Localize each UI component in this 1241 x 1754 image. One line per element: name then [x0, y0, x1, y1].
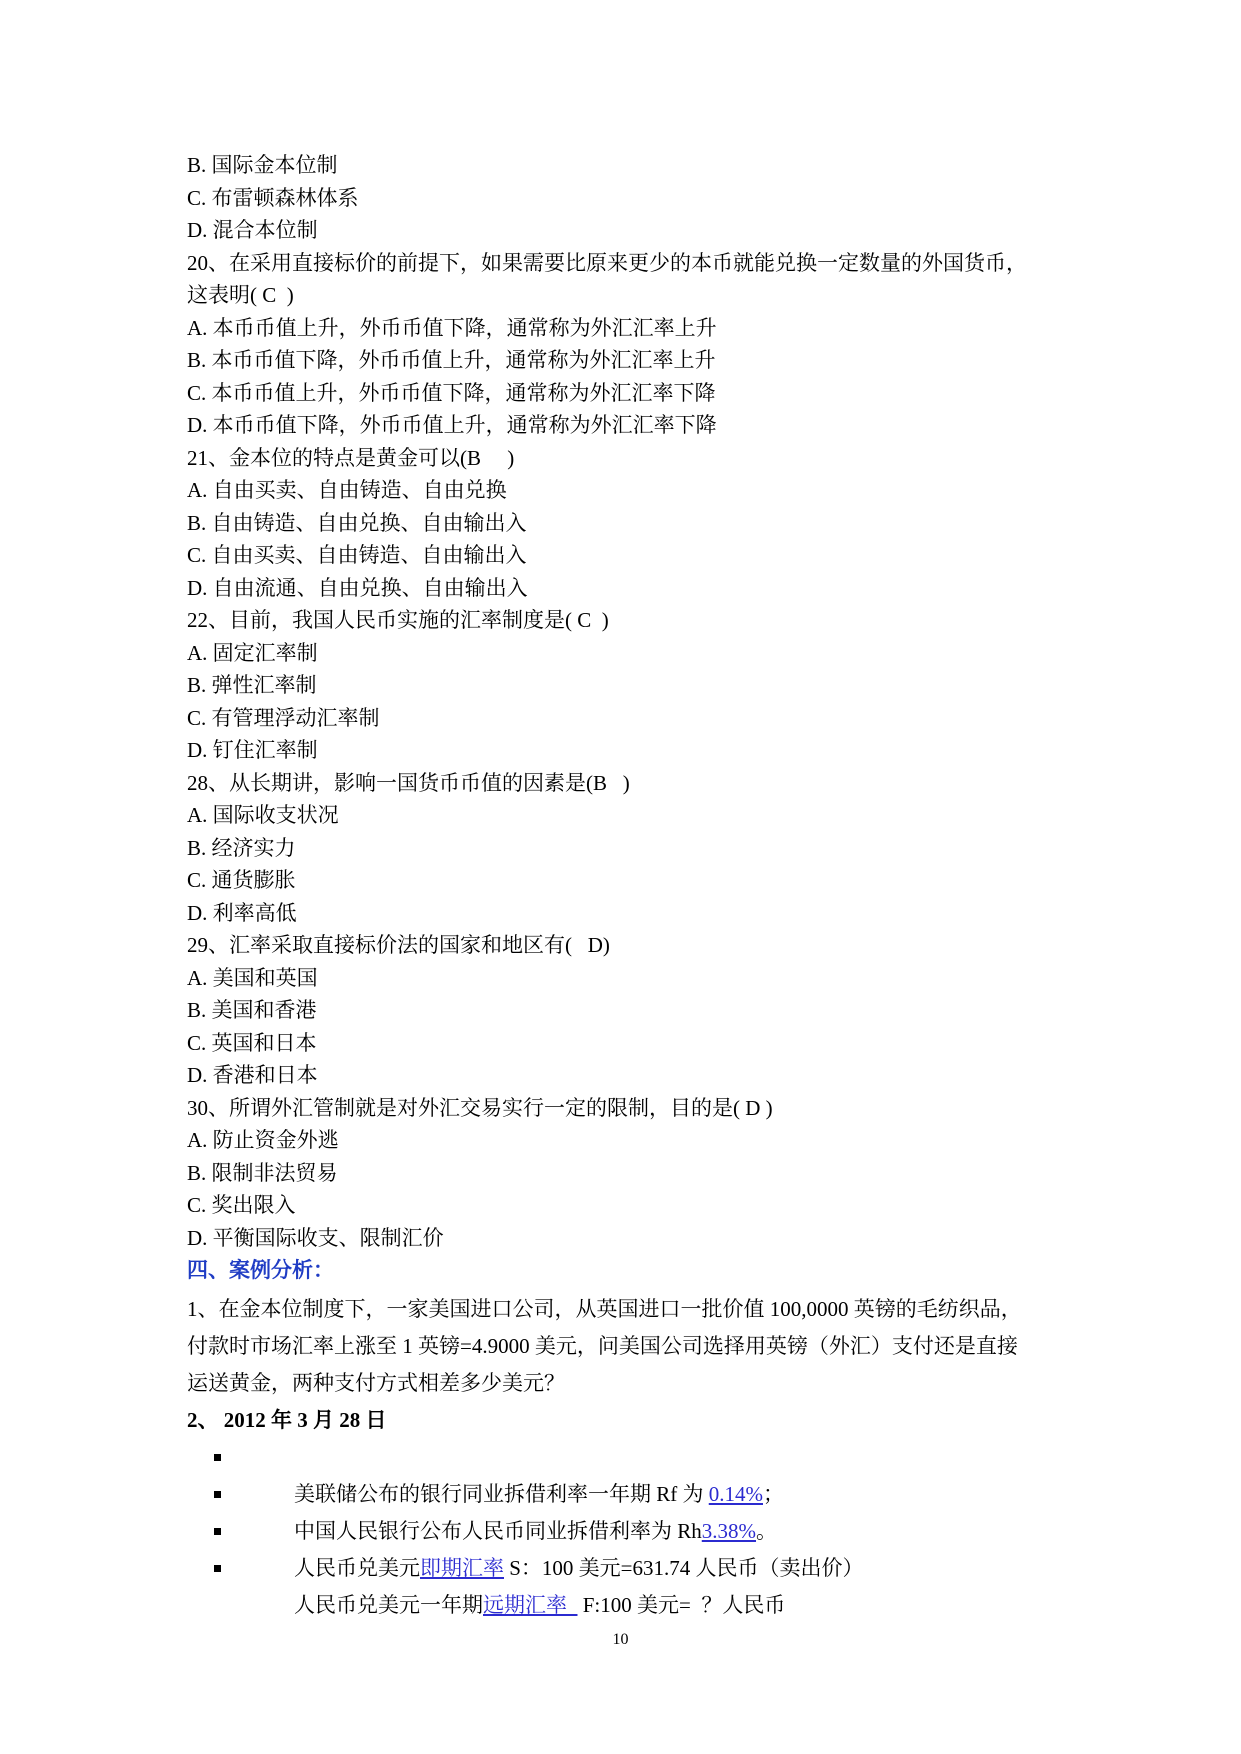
list-item	[187, 1513, 1067, 1580]
question-21	[187, 442, 1067, 605]
bullet-icon	[214, 1565, 221, 1572]
question-29	[187, 929, 1067, 1092]
question-30	[187, 1092, 1067, 1255]
question-stem: 21、金本位的特点是黄金可以(B )	[187, 445, 515, 470]
list-item-text: 美联储公布的银行同业拆借利率一年期 Rf 为	[294, 1481, 709, 1506]
list-item	[187, 1550, 1067, 1617]
case-1-paragraph	[187, 1291, 1067, 1402]
bullet-icon	[214, 1528, 221, 1535]
option-line: B. 自由铸造、自由兑换、自由输出入	[187, 510, 527, 535]
option-line: A. 防止资金外逃	[187, 1128, 339, 1152]
question-stem: 20、在采用直接标价的前提下，如果需要比原来更少的本币就能兑换一定数量的外国货币，	[187, 250, 1027, 275]
option-line: C. 有管理浮动汇率制	[187, 705, 380, 730]
question-stem: 30、所谓外汇管制就是对外汇交易实行一定的限制，目的是( D )	[187, 1095, 773, 1120]
case-2-bullet-list	[187, 1439, 1067, 1617]
option-line: C. 英国和日本	[187, 1030, 317, 1055]
list-item	[187, 1476, 1067, 1543]
option-line: D. 钉住汇率制	[187, 738, 318, 762]
paragraph-line: 运送黄金，两种支付方式相差多少美元？	[187, 1370, 565, 1395]
option-line: D. 本币币值下降，外币币值上升，通常称为外汇汇率下降	[187, 413, 717, 437]
option-line: B. 本币币值下降，外币币值上升，通常称为外汇汇率上升	[187, 348, 716, 372]
section-heading-case-analysis: 四、案例分析：	[187, 1258, 334, 1282]
option-line: A. 美国和英国	[187, 965, 318, 990]
question-stem: 22、目前，我国人民币实施的汇率制度是( C )	[187, 608, 609, 632]
option-line: D. 自由流通、自由兑换、自由输出入	[187, 575, 528, 600]
option-line: C. 自由买卖、自由铸造、自由输出入	[187, 543, 527, 567]
option-line: B. 经济实力	[187, 835, 296, 860]
question-28	[187, 767, 1067, 930]
list-item-text: 。	[756, 1518, 778, 1543]
option-line: B. 国际金本位制	[187, 153, 338, 177]
list-item-text: ；	[763, 1481, 784, 1506]
option-line: A. 本币币值上升，外币币值下降，通常称为外汇汇率上升	[187, 315, 717, 340]
case-2-title: 2、 2012 年 3 月 28 日	[187, 1407, 387, 1432]
question-stem: 28、从长期讲，影响一国货币币值的因素是(B )	[187, 770, 630, 795]
paragraph-line: 付款时市场汇率上涨至 1 英镑=4.9000 美元，问美国公司选择用英镑（外汇）支付还是直接	[187, 1333, 1018, 1358]
option-line: D. 平衡国际收支、限制汇价	[187, 1225, 444, 1250]
list-item-text: F:100 美元= ？人民币	[577, 1592, 786, 1617]
document-body	[187, 149, 1067, 1617]
option-line: A. 国际收支状况	[187, 803, 339, 827]
list-item-text: S：100 美元=631.74 人民币（卖出价）	[504, 1555, 864, 1580]
question-stem: 29、汇率采取直接标价法的国家和地区有( D)	[187, 933, 610, 957]
option-line: C. 本币币值上升，外币币值下降，通常称为外汇汇率下降	[187, 380, 716, 405]
option-line: C. 奖出限入	[187, 1193, 296, 1217]
option-line: C. 布雷顿森林体系	[187, 185, 359, 210]
option-line: B. 限制非法贸易	[187, 1160, 338, 1185]
option-line: D. 利率高低	[187, 900, 297, 925]
link-forward-rate[interactable]: 远期汇率	[483, 1592, 578, 1617]
list-item-text: 人民币兑美元一年期	[294, 1592, 483, 1617]
question-22	[187, 604, 1067, 767]
option-line: D. 香港和日本	[187, 1063, 318, 1087]
list-item-text: 人民币兑美元	[294, 1555, 420, 1580]
page-number: 10	[612, 1631, 629, 1648]
question-stem: 这表明( C )	[187, 283, 294, 307]
bullet-icon	[214, 1491, 221, 1498]
question-19-options	[187, 149, 1067, 247]
link-rmb-interbank-rate[interactable]: 3.38%	[701, 1518, 757, 1543]
list-item	[187, 1439, 1067, 1506]
option-line: A. 固定汇率制	[187, 640, 318, 665]
bullet-icon	[214, 1454, 221, 1461]
link-spot-rate[interactable]: 即期汇率	[420, 1555, 504, 1580]
option-line: B. 美国和香港	[187, 998, 317, 1022]
option-line: A. 自由买卖、自由铸造、自由兑换	[187, 478, 507, 502]
question-20	[187, 247, 1067, 442]
paragraph-line: 1、在金本位制度下，一家美国进口公司，从英国进口一批价值 100,0000 英镑的毛纺织品，	[187, 1296, 1022, 1321]
list-item-text: 中国人民银行公布人民币同业拆借利率为 Rh	[294, 1518, 702, 1543]
option-line: D. 混合本位制	[187, 218, 318, 242]
case-analysis-section	[187, 1291, 1067, 1617]
link-usd-interbank-rate[interactable]: 0.14%	[708, 1481, 763, 1506]
option-line: B. 弹性汇率制	[187, 673, 317, 697]
option-line: C. 通货膨胀	[187, 868, 296, 892]
